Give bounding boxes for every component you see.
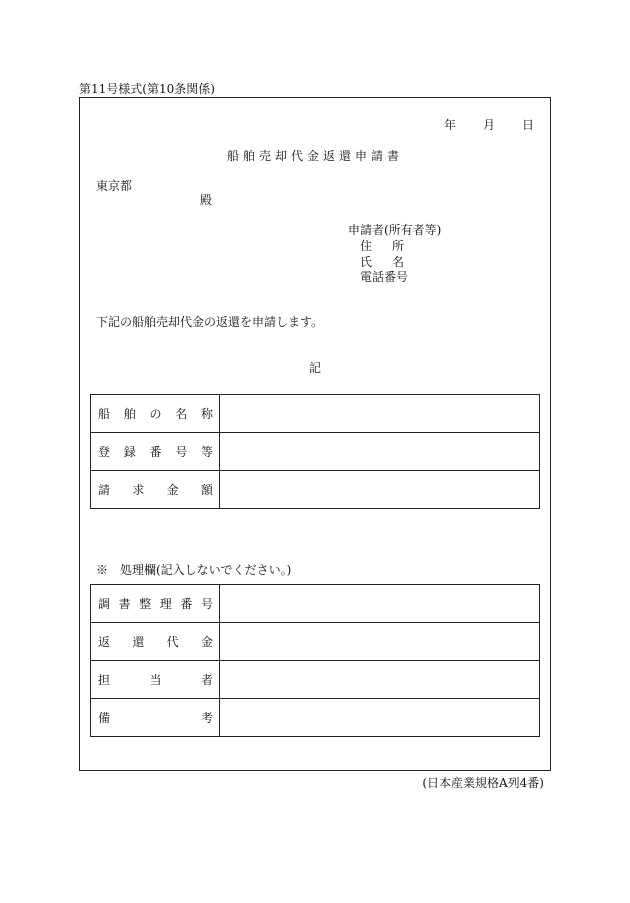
refund-amount-label: [91, 623, 220, 661]
table-row: [91, 471, 540, 509]
label-char: 調: [98, 597, 111, 611]
label-char: 等: [200, 445, 213, 459]
claim-amount-label: [91, 471, 220, 509]
person-in-charge-field[interactable]: [220, 661, 540, 699]
applicant-address-label: [360, 240, 404, 252]
table-row: [91, 623, 540, 661]
refund-amount-field[interactable]: [220, 623, 540, 661]
label-char: 当: [149, 673, 162, 687]
label-char: 整: [139, 597, 152, 611]
ship-info-table: [90, 394, 540, 509]
label-char: 住: [360, 239, 373, 253]
label-char: 考: [200, 711, 213, 725]
label-char: 請: [98, 483, 111, 497]
ship-name-label: [91, 395, 220, 433]
record-number-field[interactable]: [220, 585, 540, 623]
processing-note: ※ 処理欄(記入しないでください。): [96, 563, 292, 577]
record-number-label: [91, 585, 220, 623]
label-char: 名: [175, 407, 188, 421]
label-char: の: [149, 407, 162, 421]
addressee: 東京都: [96, 179, 133, 193]
label-char: 号: [175, 445, 188, 459]
applicant-heading: 申請者(所有者等): [348, 223, 442, 237]
date-line: [444, 119, 534, 131]
label-char: 備: [98, 711, 111, 725]
table-row: [91, 661, 540, 699]
table-row: [91, 699, 540, 737]
label-char: 額: [200, 483, 213, 497]
label-char: 舶: [123, 407, 136, 421]
applicant-phone-label: 電話番号: [360, 270, 409, 284]
date-year-label: 年: [444, 118, 457, 132]
label-char: 所: [391, 239, 404, 253]
table-row: [91, 433, 540, 471]
date-day-label: 日: [521, 118, 534, 132]
label-char: 求: [132, 483, 145, 497]
date-month-label: 月: [482, 118, 495, 132]
label-char: 称: [200, 407, 213, 421]
honorific: 殿: [200, 193, 213, 207]
label-char: 船: [98, 407, 111, 421]
label-char: 録: [123, 445, 136, 459]
label-char: 名: [391, 255, 404, 269]
label-char: 書: [118, 597, 131, 611]
label-char: 還: [132, 635, 145, 649]
label-char: 氏: [360, 255, 373, 269]
paper-size-note: (日本産業規格A列4番): [422, 776, 544, 790]
person-in-charge-label: [91, 661, 220, 699]
ship-name-field[interactable]: [220, 395, 540, 433]
page-title: 船舶売却代金返還申請書: [226, 149, 403, 163]
label-char: 担: [98, 673, 111, 687]
label-char: 号: [200, 597, 213, 611]
label-char: 金: [166, 483, 179, 497]
label-char: 者: [200, 673, 213, 687]
applicant-name-label: [360, 256, 404, 268]
label-char: 番: [180, 597, 193, 611]
label-char: 登: [98, 445, 111, 459]
registration-number-label: [91, 433, 220, 471]
remarks-field[interactable]: [220, 699, 540, 737]
label-char: 金: [200, 635, 213, 649]
table-row: [91, 585, 540, 623]
label-char: 代: [166, 635, 179, 649]
table-row: [91, 395, 540, 433]
remarks-label: [91, 699, 220, 737]
label-char: 返: [98, 635, 111, 649]
application-statement: 下記の船舶売却代金の返還を申請します。: [96, 315, 324, 329]
processing-table: [90, 584, 540, 737]
label-char: 番: [149, 445, 162, 459]
form-number: 第11号様式(第10条関係): [79, 82, 215, 96]
claim-amount-field[interactable]: [220, 471, 540, 509]
label-char: 理: [159, 597, 172, 611]
ki-heading: 記: [308, 361, 321, 375]
registration-number-field[interactable]: [220, 433, 540, 471]
